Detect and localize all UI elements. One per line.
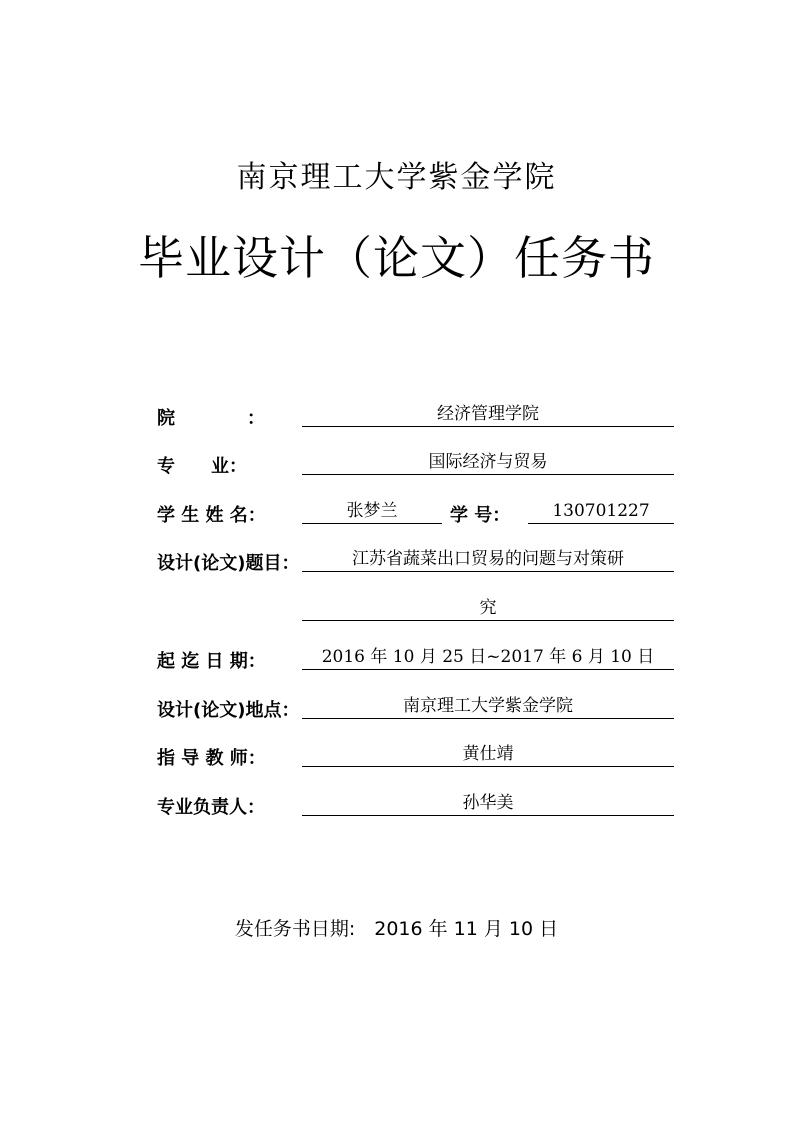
advisor-label: 指 导 教 师： xyxy=(157,748,266,769)
college-value: 经济管理学院 xyxy=(302,402,674,427)
head-label: 专业负责人： xyxy=(157,797,265,818)
head-value: 孙华美 xyxy=(302,791,674,816)
advisor-value: 黄仕靖 xyxy=(302,742,674,767)
major-value: 国际经济与贸易 xyxy=(302,450,674,475)
student-name-value: 张梦兰 xyxy=(302,499,442,524)
major-label: 专 业： xyxy=(157,456,247,477)
location-value: 南京理工大学紫金学院 xyxy=(302,694,674,719)
issue-date: 发任务书日期: 2016 年 11 月 10 日 xyxy=(234,918,559,940)
student-id-value: 130701227 xyxy=(528,499,674,524)
location-label: 设计(论文)地点： xyxy=(157,700,300,721)
topic-value-line1: 江苏省蔬菜出口贸易的问题与对策研 xyxy=(302,547,674,572)
college-label: 院 ： xyxy=(157,408,265,429)
dates-label: 起 迄 日 期： xyxy=(157,651,266,672)
school-name: 南京理工大学紫金学院 xyxy=(236,160,557,195)
student-name-label: 学 生 姓 名： xyxy=(157,505,266,526)
topic-value-line2: 究 xyxy=(302,596,674,621)
dates-value: 2016 年 10 月 25 日~2017 年 6 月 10 日 xyxy=(302,645,674,670)
document-title: 毕业设计（论文）任务书 xyxy=(138,231,655,285)
student-id-label: 学 号： xyxy=(450,505,511,526)
topic-label: 设计(论文)题目： xyxy=(157,553,300,574)
